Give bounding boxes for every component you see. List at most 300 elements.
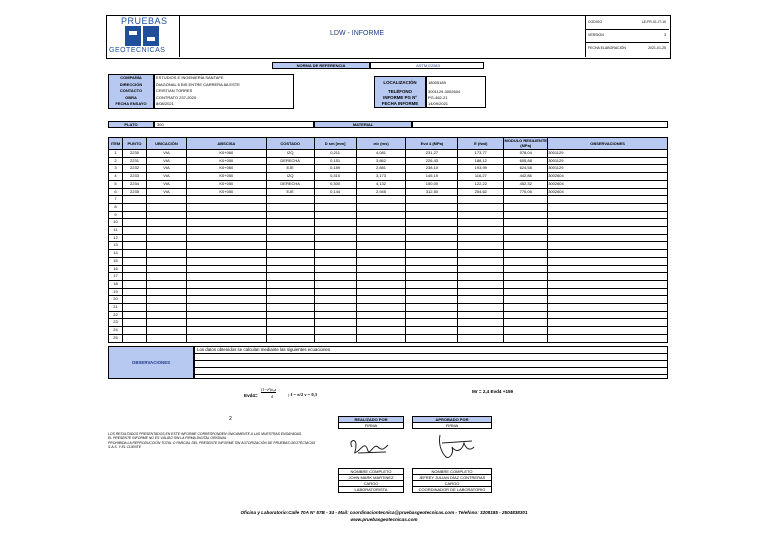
table-row: [109, 288, 668, 296]
table-cell: [122, 327, 146, 335]
table-cell: IZQ: [266, 173, 314, 181]
table-cell: 193,99: [458, 165, 504, 173]
table-cell: [314, 227, 356, 235]
table-cell: [266, 211, 314, 219]
table-cell: 452,32: [504, 180, 548, 188]
table-cell: 2232: [122, 165, 146, 173]
table-cell: [314, 211, 356, 219]
table-cell: 9: [109, 211, 123, 219]
table-cell: 24: [109, 327, 123, 335]
table-cell: [356, 219, 406, 227]
table-cell: [504, 250, 548, 258]
table-cell: [266, 203, 314, 211]
norma-value: ASTM E2583: [370, 62, 484, 69]
table-cell: 21: [109, 304, 123, 312]
info-value: DIAGONAL 6 BIS ENTRE CARRERA 8A ESTE: [156, 81, 240, 87]
table-cell: [548, 250, 668, 258]
table-cell: [314, 242, 356, 250]
table-row: [109, 203, 668, 211]
table-cell: [548, 257, 668, 265]
table-cell: 17: [109, 273, 123, 281]
col-header: PUNTO: [122, 138, 146, 150]
table-cell: [122, 304, 146, 312]
table-cell: [548, 280, 668, 288]
table-cell: [146, 227, 186, 235]
table-cell: [406, 242, 458, 250]
table-cell: [406, 227, 458, 235]
observaciones-panel: [108, 346, 194, 379]
disclaimer: LOS RESULTADOS PRESENTADOS EN ESTE INFORME CORRESPONDEN ÚNICAMENTE A LAS MUESTRAS ENSAYADAS. EL PRESENTE INFORME NO ES VÁLIDO SIN LA FIRMA DIGITAL ORIGINAL PROHIBIDA LA REPRODUCCIÓN TOTAL O PARCIAL DEL PRESENTE INFORME SIN AUTORIZACIÓN DE PRUEBAS GEOTÉCNICAS S.A.S. Y EL CLIENTE: [108, 432, 316, 450]
table-cell: VIA: [146, 165, 186, 173]
table-cell: [186, 288, 266, 296]
table-cell: [186, 334, 266, 342]
table-cell: [314, 304, 356, 312]
table-row: [109, 173, 668, 181]
table-cell: IZQ: [266, 150, 314, 158]
table-cell: [186, 211, 266, 219]
table-cell: [406, 211, 458, 219]
col-header: OBSERVACIONES: [548, 138, 668, 150]
table-row: [109, 188, 668, 196]
signature-image: [412, 429, 492, 463]
table-cell: [504, 273, 548, 281]
table-cell: VIA: [146, 150, 186, 158]
table-cell: [186, 196, 266, 204]
table-cell: [458, 196, 504, 204]
formula-evd: Evd4= (1−ν²)σ₀a d ; f = π/2 ν = 0,3: [244, 387, 318, 399]
table-cell: [356, 234, 406, 242]
table-cell: [548, 211, 668, 219]
table-cell: [356, 311, 406, 319]
table-cell: 0,211: [314, 150, 356, 158]
document-meta: [586, 16, 669, 56]
table-cell: [186, 296, 266, 304]
info-key: OBRA: [125, 94, 137, 100]
table-cell: 3: [109, 165, 123, 173]
table-cell: 20: [109, 296, 123, 304]
table-cell: [504, 280, 548, 288]
formula-mr: Mr = 2,4 Evd4 +159: [472, 389, 514, 394]
table-cell: 11: [109, 227, 123, 235]
table-cell: [458, 227, 504, 235]
table-cell: [356, 327, 406, 335]
table-cell: 2233: [122, 173, 146, 181]
table-cell: [266, 234, 314, 242]
table-cell: [186, 273, 266, 281]
table-cell: 4,081: [356, 150, 406, 158]
table-cell: [266, 311, 314, 319]
table-row: [109, 334, 668, 342]
col-header: ABSCISA: [186, 138, 266, 150]
table-cell: [146, 311, 186, 319]
table-cell: [122, 227, 146, 235]
material-label: MATERIAL: [314, 121, 412, 128]
table-cell: [458, 311, 504, 319]
table-cell: [266, 227, 314, 235]
col-header: COSTADO: [266, 138, 314, 150]
table-cell: [548, 227, 668, 235]
table-cell: [122, 334, 146, 342]
table-cell: [146, 196, 186, 204]
table-cell: [356, 280, 406, 288]
table-cell: [122, 280, 146, 288]
table-cell: [314, 327, 356, 335]
table-cell: [266, 265, 314, 273]
info-value: CRISTIAN TORRES: [156, 88, 193, 94]
col-header: MODULO RESILIENTE (MPa): [504, 138, 547, 148]
table-cell: [314, 234, 356, 242]
table-row: [109, 242, 668, 250]
table-cell: [146, 242, 186, 250]
table-cell: [146, 257, 186, 265]
table-cell: [122, 242, 146, 250]
table-cell: 226,43: [406, 157, 458, 165]
table-cell: [122, 257, 146, 265]
table-cell: [122, 296, 146, 304]
table-cell: [266, 304, 314, 312]
table-cell: [356, 203, 406, 211]
table-cell: [356, 304, 406, 312]
table-cell: [314, 196, 356, 204]
table-cell: [406, 219, 458, 227]
table-cell: [548, 304, 668, 312]
table-cell: [146, 304, 186, 312]
table-cell: 0,300: [314, 180, 356, 188]
table-cell: [548, 196, 668, 204]
table-cell: [458, 203, 504, 211]
table-cell: [406, 265, 458, 273]
table-cell: [458, 265, 504, 273]
table-cell: 254,62: [458, 188, 504, 196]
signature-title: APROBADO POR: [412, 416, 492, 423]
table-row: [109, 273, 668, 281]
table-cell: DERECHA: [266, 157, 314, 165]
table-cell: VIA: [146, 157, 186, 165]
signature-block-aprobado: APROBADO POR FIRMA NOMBRE COMPLETO JEFREY JULIAN DÍAZ CONTRERAS CARGO COORDINADOR DE LABORATORIO: [412, 416, 492, 493]
table-cell: [146, 265, 186, 273]
table-cell: 13: [109, 242, 123, 250]
logo-top-text: PRUEBAS: [121, 16, 168, 26]
table-cell: [186, 327, 266, 335]
table-row: [109, 150, 668, 158]
col-header: σ/ε (ms): [356, 138, 406, 150]
table-cell: [186, 280, 266, 288]
table-cell: 624,58: [504, 165, 548, 173]
table-cell: [356, 242, 406, 250]
table-cell: [146, 219, 186, 227]
info-value: ESTUDIOS E INGENIERÍA SANTAFE: [156, 75, 224, 80]
table-cell: 7: [109, 196, 123, 204]
table-cell: [146, 296, 186, 304]
table-cell: 5: [109, 180, 123, 188]
signature-role: COORDINADOR DE LABORATORIO: [418, 487, 486, 492]
table-cell: [266, 288, 314, 296]
table-cell: 605,88: [504, 157, 548, 165]
table-cell: [146, 234, 186, 242]
table-cell: EJE: [266, 188, 314, 196]
table-cell: [504, 296, 548, 304]
signature-image: [338, 429, 404, 463]
table-row: [109, 265, 668, 273]
table-cell: DERECHA: [266, 180, 314, 188]
table-cell: [146, 288, 186, 296]
table-cell: [356, 288, 406, 296]
table-row: [109, 327, 668, 335]
table-cell: [356, 196, 406, 204]
table-cell: [266, 327, 314, 335]
table-cell: [504, 257, 548, 265]
table-cell: 3001129: [548, 150, 668, 158]
table-cell: K0+050: [186, 173, 266, 181]
table-cell: [458, 242, 504, 250]
table-cell: [406, 327, 458, 335]
table-cell: [122, 203, 146, 211]
table-cell: [458, 234, 504, 242]
table-cell: 22: [109, 311, 123, 319]
table-row: [109, 304, 668, 312]
table-cell: [122, 288, 146, 296]
table-cell: [314, 257, 356, 265]
table-cell: [504, 234, 548, 242]
table-cell: [504, 288, 548, 296]
table-cell: [266, 273, 314, 281]
table-cell: [458, 273, 504, 281]
table-cell: 2231: [122, 157, 146, 165]
table-row: [109, 250, 668, 258]
table-cell: 312,50: [406, 188, 458, 196]
observaciones-box: [194, 346, 668, 379]
table-cell: 25: [109, 334, 123, 342]
table-cell: 8: [109, 203, 123, 211]
table-cell: [548, 203, 668, 211]
table-cell: [406, 304, 458, 312]
plato-value: 300: [154, 121, 314, 128]
table-cell: 2,945: [356, 188, 406, 196]
table-cell: [548, 288, 668, 296]
table-cell: K0+060: [186, 150, 266, 158]
signature-role: LABORATORISTA: [354, 487, 388, 492]
table-cell: [186, 227, 266, 235]
table-cell: [406, 296, 458, 304]
table-cell: 14: [109, 250, 123, 258]
table-cell: VIA: [146, 180, 186, 188]
table-cell: [146, 319, 186, 327]
table-cell: [356, 319, 406, 327]
results-table: [108, 137, 668, 343]
table-cell: [186, 304, 266, 312]
table-cell: 0,151: [314, 157, 356, 165]
table-cell: 442,86: [504, 173, 548, 181]
table-cell: [266, 280, 314, 288]
table-cell: [186, 242, 266, 250]
table-cell: [458, 288, 504, 296]
plato-label: PLATO: [108, 121, 154, 128]
table-cell: [548, 234, 668, 242]
table-cell: 0,144: [314, 188, 356, 196]
table-cell: [406, 311, 458, 319]
info-key: DIRECCIÓN: [119, 81, 143, 87]
observaciones-label: OBSERVACIONES: [131, 360, 171, 365]
table-cell: 3002604: [548, 173, 668, 181]
table-row: [109, 234, 668, 242]
table-cell: [458, 327, 504, 335]
observaciones-text: Los datos obtenidos se calculan mediante las siguientes ecuaciones: [195, 347, 667, 354]
table-cell: [314, 311, 356, 319]
table-cell: 19: [109, 288, 123, 296]
table-row: [109, 196, 668, 204]
table-cell: [356, 265, 406, 273]
table-cell: [266, 257, 314, 265]
table-cell: [406, 334, 458, 342]
table-cell: [458, 296, 504, 304]
table-cell: [186, 265, 266, 273]
info-value: 18005189: [428, 80, 446, 85]
table-cell: [504, 319, 548, 327]
table-cell: [122, 273, 146, 281]
info-key: FECHA ENSAYO: [115, 101, 147, 107]
table-cell: 15: [109, 257, 123, 265]
table-cell: [314, 319, 356, 327]
table-cell: [548, 327, 668, 335]
info-key: FECHA INFORME: [381, 101, 419, 106]
table-cell: [548, 219, 668, 227]
table-cell: [266, 196, 314, 204]
table-cell: [504, 219, 548, 227]
table-cell: [504, 311, 548, 319]
meta-row: FECHA ELABORACIÓN 2021-01-25: [588, 46, 666, 50]
col-header: E (fwd): [458, 138, 504, 150]
table-row: [109, 165, 668, 173]
info-value: 8/08/2021: [156, 101, 174, 107]
table-cell: 2235: [122, 188, 146, 196]
table-cell: [186, 219, 266, 227]
table-cell: [406, 196, 458, 204]
table-cell: K0+050: [186, 157, 266, 165]
table-cell: [504, 265, 548, 273]
table-cell: [266, 319, 314, 327]
table-cell: 116,27: [458, 173, 504, 181]
table-cell: [122, 219, 146, 227]
table-cell: [504, 227, 548, 235]
table-cell: [122, 211, 146, 219]
table-cell: [146, 250, 186, 258]
table-row: [109, 296, 668, 304]
table-cell: [146, 211, 186, 219]
table-cell: 1: [109, 150, 123, 158]
table-row: [109, 311, 668, 319]
signature-block-realizado: REALIZADO POR FIRMA NOMBRE COMPLETO JOHN MARK MARTINEZ CARGO LABORATORISTA: [338, 416, 404, 493]
table-cell: [458, 211, 504, 219]
table-cell: EJE: [266, 165, 314, 173]
page-number: 2: [229, 416, 232, 422]
table-row: [109, 219, 668, 227]
table-cell: [146, 203, 186, 211]
info-key: INFORME PG Nº: [383, 95, 417, 100]
table-cell: [186, 250, 266, 258]
signature-name: JEFREY JULIAN DÍAZ CONTRERAS: [413, 475, 491, 481]
table-cell: 4: [109, 173, 123, 181]
info-key: CONTACTO: [119, 88, 143, 94]
norma-label: NORMA DE REFERENCIA: [272, 62, 370, 69]
signature-name: JOHN MARK MARTINEZ: [339, 475, 403, 481]
table-cell: [186, 234, 266, 242]
col-header: D sm [mm]: [314, 138, 356, 150]
table-cell: [548, 319, 668, 327]
table-cell: [146, 327, 186, 335]
table-cell: 3002604: [548, 188, 668, 196]
table-cell: [356, 227, 406, 235]
table-cell: 16: [109, 265, 123, 273]
table-cell: [548, 334, 668, 342]
table-cell: [504, 211, 548, 219]
table-cell: 238,10: [406, 165, 458, 173]
table-cell: [406, 234, 458, 242]
table-cell: 173,77: [458, 150, 504, 158]
info-value: PG-462-21: [428, 95, 448, 100]
signature-title: REALIZADO POR: [338, 416, 404, 423]
table-cell: [186, 311, 266, 319]
table-cell: [186, 257, 266, 265]
table-cell: [548, 273, 668, 281]
table-cell: [548, 296, 668, 304]
info-key: TELÉFONO: [388, 89, 412, 94]
table-cell: 3001129: [548, 165, 668, 173]
table-cell: 4,132: [356, 180, 406, 188]
col-header: Evd 4 (MPa): [406, 138, 458, 150]
table-cell: [458, 250, 504, 258]
table-cell: [458, 319, 504, 327]
table-cell: 150,00: [406, 180, 458, 188]
table-cell: [406, 250, 458, 258]
table-cell: 2230: [122, 150, 146, 158]
table-cell: [122, 234, 146, 242]
table-row: [109, 319, 668, 327]
info-key: COMPAÑÍA: [120, 75, 142, 80]
table-cell: 188,12: [458, 157, 504, 165]
table-cell: 2: [109, 157, 123, 165]
table-cell: 6: [109, 188, 123, 196]
table-cell: [122, 250, 146, 258]
footer-website: www.pruebasgeotecnicas.com: [350, 517, 418, 522]
table-cell: [458, 219, 504, 227]
info-value: 14/09/2021: [428, 101, 449, 106]
table-cell: [406, 280, 458, 288]
table-cell: 12: [109, 234, 123, 242]
table-row: [109, 211, 668, 219]
table-row: [109, 157, 668, 165]
company-logo: [107, 16, 179, 56]
table-cell: 2,881: [356, 165, 406, 173]
table-cell: [146, 334, 186, 342]
table-cell: [504, 196, 548, 204]
table-cell: [406, 319, 458, 327]
table-cell: [266, 242, 314, 250]
table-cell: [314, 288, 356, 296]
table-cell: 145,19: [406, 173, 458, 181]
table-cell: [122, 196, 146, 204]
table-cell: [122, 319, 146, 327]
table-cell: [548, 311, 668, 319]
table-cell: 3002604: [548, 180, 668, 188]
table-row: [109, 257, 668, 265]
table-cell: [548, 265, 668, 273]
table-cell: [356, 211, 406, 219]
table-cell: [504, 327, 548, 335]
table-cell: [146, 273, 186, 281]
table-cell: VIA: [146, 173, 186, 181]
table-cell: [266, 219, 314, 227]
table-cell: 10: [109, 219, 123, 227]
